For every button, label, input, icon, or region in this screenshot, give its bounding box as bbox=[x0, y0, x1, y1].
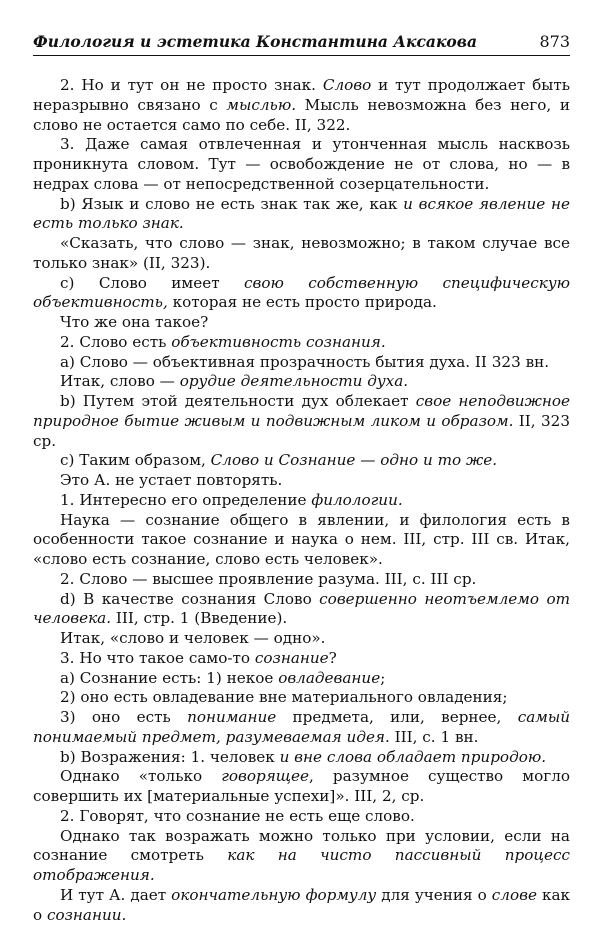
text-run: 2. Говорят, что сознание не есть еще слово. bbox=[60, 806, 415, 825]
text-run: III, стр. 1 (Введение). bbox=[111, 609, 288, 628]
text-run: III, с. 1 вн. bbox=[389, 727, 479, 746]
italic-text: овладевание bbox=[278, 668, 381, 687]
text-run: которая не есть просто природа. bbox=[167, 293, 437, 312]
text-run: b) Язык и слово не есть знак так же, как bbox=[60, 194, 404, 213]
italic-text: сознание bbox=[254, 648, 329, 667]
italic-text: как на чисто пассивный процесс отображения. bbox=[33, 846, 570, 884]
text-run: b) Путем этой деятельности дух облекает bbox=[60, 392, 416, 410]
text-run: Однако так возражать можно только при условии, если на сознание смотреть bbox=[33, 826, 570, 865]
text-run: 3. Но что такое само-то bbox=[60, 648, 255, 667]
paragraph bbox=[33, 748, 570, 768]
italic-text: и всякое явление не есть только знак. bbox=[33, 194, 570, 233]
italic-text: мыслью. bbox=[226, 95, 297, 114]
paragraph bbox=[33, 807, 570, 827]
text-run: ; bbox=[380, 668, 386, 687]
italic-text: и вне слова обладает природою. bbox=[279, 747, 547, 766]
text-run: и тут продолжает быть неразрывно связано с bbox=[33, 76, 571, 114]
italic-text: свою собственную специфическую объективность, bbox=[33, 273, 570, 312]
text-run: II, 323 ср. bbox=[33, 411, 570, 450]
paragraph bbox=[33, 511, 570, 570]
italic-text: сознании. bbox=[46, 905, 127, 924]
paragraph bbox=[33, 471, 570, 491]
paragraph bbox=[33, 135, 570, 194]
text-run: Мысль невозможна без него, и слово не остается само по себе. II, 322. bbox=[33, 95, 570, 134]
paragraph bbox=[33, 767, 570, 807]
text-run: 3. Даже самая отвлеченная и утонченная мысль насквозь проникнута словом. Тут — освобождение не от слова, но — в недрах слова — от непосредственной созерцательности. bbox=[33, 135, 570, 193]
italic-text: самый понимаемый предмет, разумеваемая идея. bbox=[33, 708, 570, 746]
italic-text: свое неподвижное природное бытие живым и подвижным ликом и образом. bbox=[33, 392, 570, 430]
text-run: Что же она такое? bbox=[60, 313, 209, 331]
italic-text: говорящее bbox=[221, 767, 309, 786]
text-run: 2. Слово есть bbox=[60, 332, 172, 351]
italic-text: понимание bbox=[187, 708, 277, 726]
text-run: 2. Слово — высшее проявление разума. III, с. III ср. bbox=[60, 569, 477, 588]
text-run: b) Возражения: 1. человек bbox=[60, 747, 280, 766]
text-run: Итак, «слово и человек — одно». bbox=[60, 629, 326, 647]
paragraph bbox=[33, 570, 570, 590]
italic-text: окончательную формулу bbox=[171, 885, 377, 904]
italic-text: совершенно неотъемлемо от человека. bbox=[33, 589, 570, 628]
paragraph bbox=[33, 629, 570, 649]
paragraph bbox=[33, 313, 570, 333]
paragraph bbox=[33, 590, 570, 630]
paragraph bbox=[33, 827, 570, 886]
text-run: Однако «только bbox=[60, 767, 222, 786]
page-body bbox=[33, 76, 570, 925]
paragraph bbox=[33, 708, 570, 748]
running-title: Филология и эстетика Константина Аксакова bbox=[33, 32, 477, 51]
text-run: , разумное существо могло совершить их [материальные успехи]». III, 2, ср. bbox=[33, 767, 570, 805]
italic-text: Слово bbox=[322, 76, 372, 94]
text-run: a) Слово — объективная прозрачность бытия духа. II 323 вн. bbox=[60, 352, 550, 371]
text-run: Наука — сознание общего в явлении, и филология есть в особенности такое сознание и наука о нем. III, стр. III св. Итак, «слово есть сознание, слово есть человек». bbox=[33, 510, 570, 568]
text-run: c) Таким образом, bbox=[60, 451, 211, 470]
paragraph bbox=[33, 234, 570, 274]
text-run: c) Слово имеет bbox=[60, 273, 245, 292]
text-run: ? bbox=[328, 648, 337, 667]
paragraph bbox=[33, 392, 570, 451]
paragraph bbox=[33, 451, 570, 471]
paragraph bbox=[33, 76, 570, 135]
text-run: предмета, или, вернее, bbox=[276, 708, 518, 726]
paragraph bbox=[33, 372, 570, 392]
text-run: 2. Но и тут он не просто знак. bbox=[60, 76, 323, 94]
text-run: Итак, слово — bbox=[60, 372, 180, 391]
italic-text: филологии. bbox=[311, 490, 403, 509]
italic-text: слове bbox=[491, 885, 537, 904]
text-run: 2) оно есть овладевание вне материального овладения; bbox=[60, 688, 508, 707]
text-run: 3) оно есть bbox=[60, 708, 188, 726]
text-run: 1. Интересно его определение bbox=[60, 490, 312, 509]
paragraph bbox=[33, 491, 570, 511]
text-run: a) Сознание есть: 1) некое bbox=[60, 668, 279, 687]
paragraph bbox=[33, 688, 570, 708]
text-run: И тут А. дает bbox=[60, 885, 172, 904]
text-run: «Сказать, что слово — знак, невозможно; в таком случае все только знак» (II, 323). bbox=[33, 234, 570, 272]
paragraph bbox=[33, 649, 570, 669]
paragraph bbox=[33, 669, 570, 689]
italic-text: Слово и Сознание — одно и то же. bbox=[210, 451, 498, 470]
text-run: Это А. не устает повторять. bbox=[60, 471, 283, 489]
text-run: для учения о bbox=[376, 885, 492, 904]
italic-text: орудие деятельности духа. bbox=[179, 372, 409, 391]
running-header bbox=[33, 32, 570, 56]
page-number: 873 bbox=[539, 32, 570, 51]
paragraph bbox=[33, 195, 570, 235]
text-run: как о bbox=[33, 885, 570, 924]
paragraph bbox=[33, 886, 570, 925]
text-run: d) В качестве сознания Слово bbox=[60, 589, 320, 608]
paragraph bbox=[33, 274, 570, 314]
paragraph bbox=[33, 333, 570, 353]
italic-text: объективность сознания. bbox=[171, 332, 386, 351]
paragraph bbox=[33, 353, 570, 373]
